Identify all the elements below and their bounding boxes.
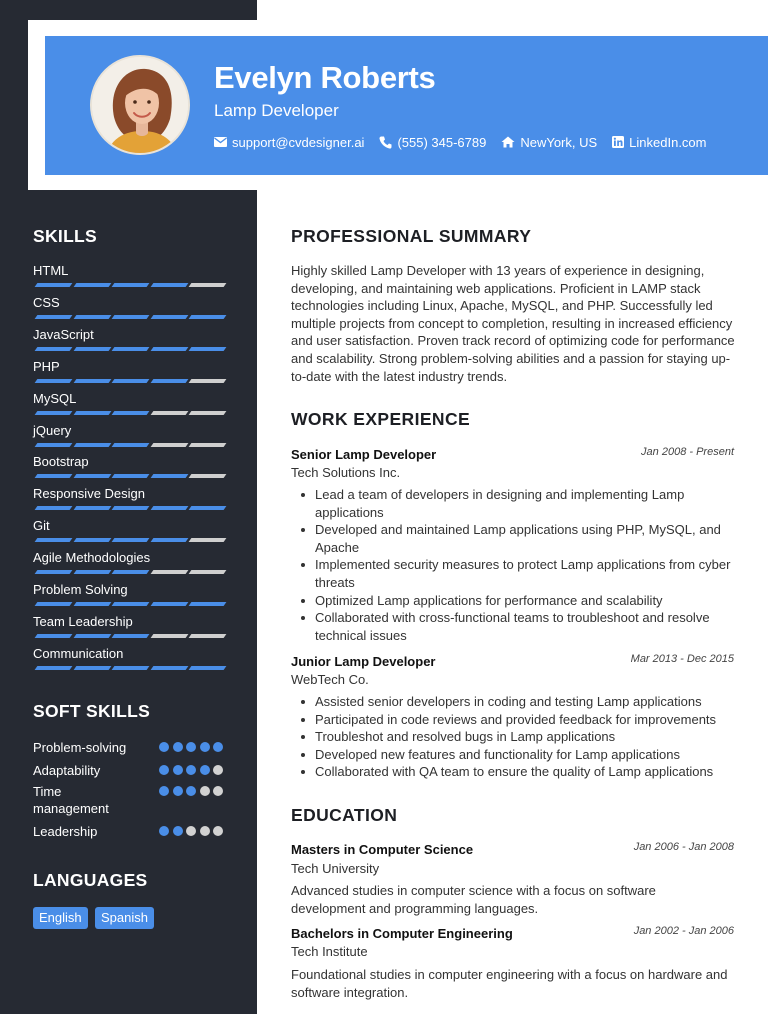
soft-skill-rating xyxy=(159,765,223,775)
skill-level-bar xyxy=(33,634,223,638)
list-item: Collaborated with QA team to ensure the quality of Lamp applications xyxy=(297,763,737,781)
job-company: Tech Solutions Inc. xyxy=(291,465,401,480)
linkedin-icon xyxy=(612,136,624,148)
soft-skill-rating xyxy=(159,826,223,836)
rating-dot xyxy=(213,765,223,775)
skill-level-segment xyxy=(150,538,188,542)
skill-level-bar xyxy=(33,347,223,351)
job-dates: Jan 2008 - Present xyxy=(641,446,734,458)
list-item: Lead a team of developers in designing and implementing Lamp applications xyxy=(297,486,737,521)
skill-level-segment xyxy=(112,570,150,574)
skill-level-segment xyxy=(73,315,111,319)
contact-location-text: NewYork, US xyxy=(520,134,598,150)
skill-level-bar xyxy=(33,379,223,383)
rating-dot xyxy=(173,826,183,836)
skill-name: Bootstrap xyxy=(33,454,89,470)
rating-dot xyxy=(213,786,223,796)
job-dates: Mar 2013 - Dec 2015 xyxy=(630,653,734,665)
skill-level-segment xyxy=(150,666,188,670)
soft-skill-name: Problem-solving xyxy=(33,740,127,755)
language-badge: Spanish xyxy=(95,907,154,929)
skill-level-bar xyxy=(33,411,223,415)
skill-level-bar xyxy=(33,666,223,670)
skill-level-segment xyxy=(150,347,188,351)
skill-level-segment xyxy=(35,666,73,670)
skill-level-segment xyxy=(112,347,150,351)
school-name: Tech University xyxy=(291,861,380,876)
skill-level-segment xyxy=(73,538,111,542)
skill-name: PHP xyxy=(33,358,60,374)
skill-name: HTML xyxy=(33,263,69,278)
job-title: Senior Lamp Developer xyxy=(291,447,437,462)
phone-icon xyxy=(379,136,392,149)
skill-item xyxy=(33,327,223,353)
skill-name: Git xyxy=(33,518,50,534)
skill-name: Communication xyxy=(33,645,124,661)
skill-level-segment xyxy=(150,411,188,415)
skill-level-segment xyxy=(73,570,111,574)
soft-skill-name: Leadership xyxy=(33,824,98,839)
skill-item xyxy=(33,582,223,608)
skill-level-segment xyxy=(112,602,150,606)
rating-dot xyxy=(200,786,210,796)
skill-item xyxy=(33,550,223,576)
skill-level-segment xyxy=(112,443,150,447)
skill-level-segment xyxy=(150,315,188,319)
skill-level-segment xyxy=(189,506,227,510)
skill-level-bar xyxy=(33,283,223,287)
education-dates: Jan 2002 - Jan 2006 xyxy=(633,925,734,937)
portrait-illustration xyxy=(92,57,190,155)
skill-level-segment xyxy=(150,570,188,574)
rating-dot xyxy=(186,742,196,752)
list-item: Implemented security measures to protect Lamp applications from cyber threats xyxy=(297,556,737,591)
rating-dot xyxy=(173,786,183,796)
list-item: Optimized Lamp applications for performance and scalability xyxy=(297,592,737,610)
list-item: Developed and maintained Lamp applications using PHP, MySQL, and Apache xyxy=(297,521,737,556)
skill-level-segment xyxy=(150,474,188,478)
skill-level-bar xyxy=(33,506,223,510)
skill-level-segment xyxy=(35,602,73,606)
contact-phone-text: (555) 345-6789 xyxy=(397,134,487,150)
education-dates: Jan 2006 - Jan 2008 xyxy=(633,841,734,853)
contact-email[interactable] xyxy=(214,135,364,150)
school-name: Tech Institute xyxy=(291,944,368,959)
skill-level-segment xyxy=(150,283,188,287)
skill-name: JavaScript xyxy=(33,326,94,342)
rating-dot xyxy=(159,765,169,775)
skill-level-bar xyxy=(33,443,223,447)
skill-level-segment xyxy=(150,602,188,606)
soft-skill-rating xyxy=(159,786,223,796)
skill-level-segment xyxy=(150,379,188,383)
skill-level-segment xyxy=(35,506,73,510)
rating-dot xyxy=(186,765,196,775)
skill-level-segment xyxy=(112,283,150,287)
degree-title: Masters in Computer Science xyxy=(291,842,474,857)
skill-item xyxy=(33,359,223,385)
skill-name: Responsive Design xyxy=(33,486,146,502)
education-description: Foundational studies in computer engineering with a focus on hardware and software integration. xyxy=(291,967,728,1000)
contact-email-text: support@cvdesigner.ai xyxy=(232,134,365,150)
skill-level-segment xyxy=(189,538,227,542)
education-description: Advanced studies in computer science with a focus on software development and programming languages. xyxy=(291,883,656,916)
contact-row xyxy=(214,133,722,151)
skill-level-segment xyxy=(112,634,150,638)
skill-level-segment xyxy=(35,443,73,447)
skill-level-segment xyxy=(35,570,73,574)
skill-item xyxy=(33,391,223,417)
rating-dot xyxy=(200,765,210,775)
list-item: Developed new features and functionality for Lamp applications xyxy=(297,746,737,764)
skill-level-segment xyxy=(150,506,188,510)
skill-level-segment xyxy=(189,283,227,287)
skill-item xyxy=(33,295,223,321)
skill-level-segment xyxy=(189,570,227,574)
skill-level-bar xyxy=(33,570,223,574)
rating-dot xyxy=(200,742,210,752)
contact-linkedin-text: LinkedIn.com xyxy=(629,134,707,150)
soft-skills-heading: SOFT SKILLS xyxy=(33,701,151,721)
skill-item xyxy=(33,486,223,512)
skill-item xyxy=(33,454,223,480)
list-item: Participated in code reviews and provided feedback for improvements xyxy=(297,711,737,729)
languages-heading: LANGUAGES xyxy=(33,870,148,890)
soft-skill-name: Adaptability xyxy=(33,763,101,778)
skill-name: jQuery xyxy=(33,422,72,438)
skill-level-segment xyxy=(73,411,111,415)
skill-level-segment xyxy=(150,634,188,638)
candidate-role: Lamp Developer xyxy=(214,101,339,120)
skill-level-segment xyxy=(35,283,73,287)
soft-skill-item xyxy=(33,739,223,756)
rating-dot xyxy=(159,826,169,836)
avatar xyxy=(90,55,190,155)
skill-name: MySQL xyxy=(33,390,77,406)
skill-name: Problem Solving xyxy=(33,582,128,597)
rating-dot xyxy=(213,826,223,836)
degree-title: Bachelors in Computer Engineering xyxy=(291,926,513,941)
rating-dot xyxy=(159,786,169,796)
skill-level-segment xyxy=(35,411,73,415)
skill-level-segment xyxy=(189,666,227,670)
rating-dot xyxy=(159,742,169,752)
skill-level-segment xyxy=(35,347,73,351)
skill-level-segment xyxy=(73,602,111,606)
skill-item xyxy=(33,518,223,544)
skill-level-segment xyxy=(73,474,111,478)
list-item: Assisted senior developers in coding and testing Lamp applications xyxy=(297,693,737,711)
skill-level-segment xyxy=(112,411,150,415)
skill-level-bar xyxy=(33,538,223,542)
skill-level-segment xyxy=(112,506,150,510)
envelope-icon xyxy=(214,137,227,147)
job-bullets xyxy=(297,486,737,644)
contact-phone[interactable] xyxy=(379,135,486,150)
rating-dot xyxy=(186,786,196,796)
language-badge: English xyxy=(33,907,88,929)
skill-level-segment xyxy=(112,379,150,383)
skill-level-segment xyxy=(150,443,188,447)
experience-heading: WORK EXPERIENCE xyxy=(291,409,471,429)
skill-level-segment xyxy=(189,411,227,415)
skill-level-segment xyxy=(112,538,150,542)
contact-linkedin[interactable] xyxy=(612,135,706,150)
soft-skill-item xyxy=(33,783,223,817)
skill-level-segment xyxy=(73,347,111,351)
soft-skill-item xyxy=(33,823,223,840)
home-icon xyxy=(501,136,515,148)
skill-level-segment xyxy=(73,379,111,383)
rating-dot xyxy=(173,765,183,775)
list-item: Troubleshot and resolved bugs in Lamp applications xyxy=(297,728,737,746)
rating-dot xyxy=(213,742,223,752)
skill-level-segment xyxy=(73,283,111,287)
skill-name: Agile Methodologies xyxy=(33,550,151,566)
rating-dot xyxy=(200,826,210,836)
skill-level-segment xyxy=(73,506,111,510)
skill-name: Team Leadership xyxy=(33,613,133,629)
skill-level-segment xyxy=(35,379,73,383)
summary-text: Highly skilled Lamp Developer with 13 years of experience in designing, developing, and maintaining web applications. Proficient in LAMP stack technologies including Linux, Apache, MySQL, and PHP. Successfully led multiple projects from concept to completion, resulting in increased efficiency and user satisfaction. Proven track record of optimizing code for performance and scalability. Strong problem-solving abilities and a passion for staying up-to-date with the latest industry trends. xyxy=(291,263,735,384)
soft-skill-name: Time management xyxy=(33,784,109,816)
skill-item xyxy=(33,423,223,449)
skill-level-bar xyxy=(33,602,223,606)
education-heading: EDUCATION xyxy=(291,805,398,825)
list-item: Collaborated with cross-functional teams to troubleshoot and resolve technical issues xyxy=(297,609,737,644)
job-title: Junior Lamp Developer xyxy=(291,654,436,669)
skill-level-segment xyxy=(35,474,73,478)
skill-level-segment xyxy=(35,634,73,638)
skill-level-segment xyxy=(35,315,73,319)
contact-location xyxy=(501,135,597,150)
job-bullets xyxy=(297,693,737,781)
skill-level-segment xyxy=(189,602,227,606)
skill-level-bar xyxy=(33,315,223,319)
skill-level-segment xyxy=(112,474,150,478)
skills-heading: SKILLS xyxy=(33,226,98,246)
skill-item xyxy=(33,614,223,640)
skill-level-segment xyxy=(189,315,227,319)
skill-level-segment xyxy=(189,443,227,447)
skill-level-segment xyxy=(189,634,227,638)
skill-level-segment xyxy=(189,474,227,478)
skill-level-segment xyxy=(73,666,111,670)
skill-item xyxy=(33,646,223,672)
rating-dot xyxy=(186,826,196,836)
soft-skill-item xyxy=(33,762,223,779)
skill-level-segment xyxy=(189,347,227,351)
skill-level-segment xyxy=(73,634,111,638)
skill-name: CSS xyxy=(33,294,60,310)
skill-level-bar xyxy=(33,474,223,478)
summary-heading: PROFESSIONAL SUMMARY xyxy=(291,226,532,246)
skill-level-segment xyxy=(112,666,150,670)
skill-level-segment xyxy=(189,379,227,383)
skill-item xyxy=(33,263,223,289)
candidate-name: Evelyn Roberts xyxy=(214,60,436,95)
skill-level-segment xyxy=(112,315,150,319)
skill-level-segment xyxy=(35,538,73,542)
soft-skill-rating xyxy=(159,742,223,752)
job-company: WebTech Co. xyxy=(291,672,369,687)
skill-level-segment xyxy=(73,443,111,447)
rating-dot xyxy=(173,742,183,752)
